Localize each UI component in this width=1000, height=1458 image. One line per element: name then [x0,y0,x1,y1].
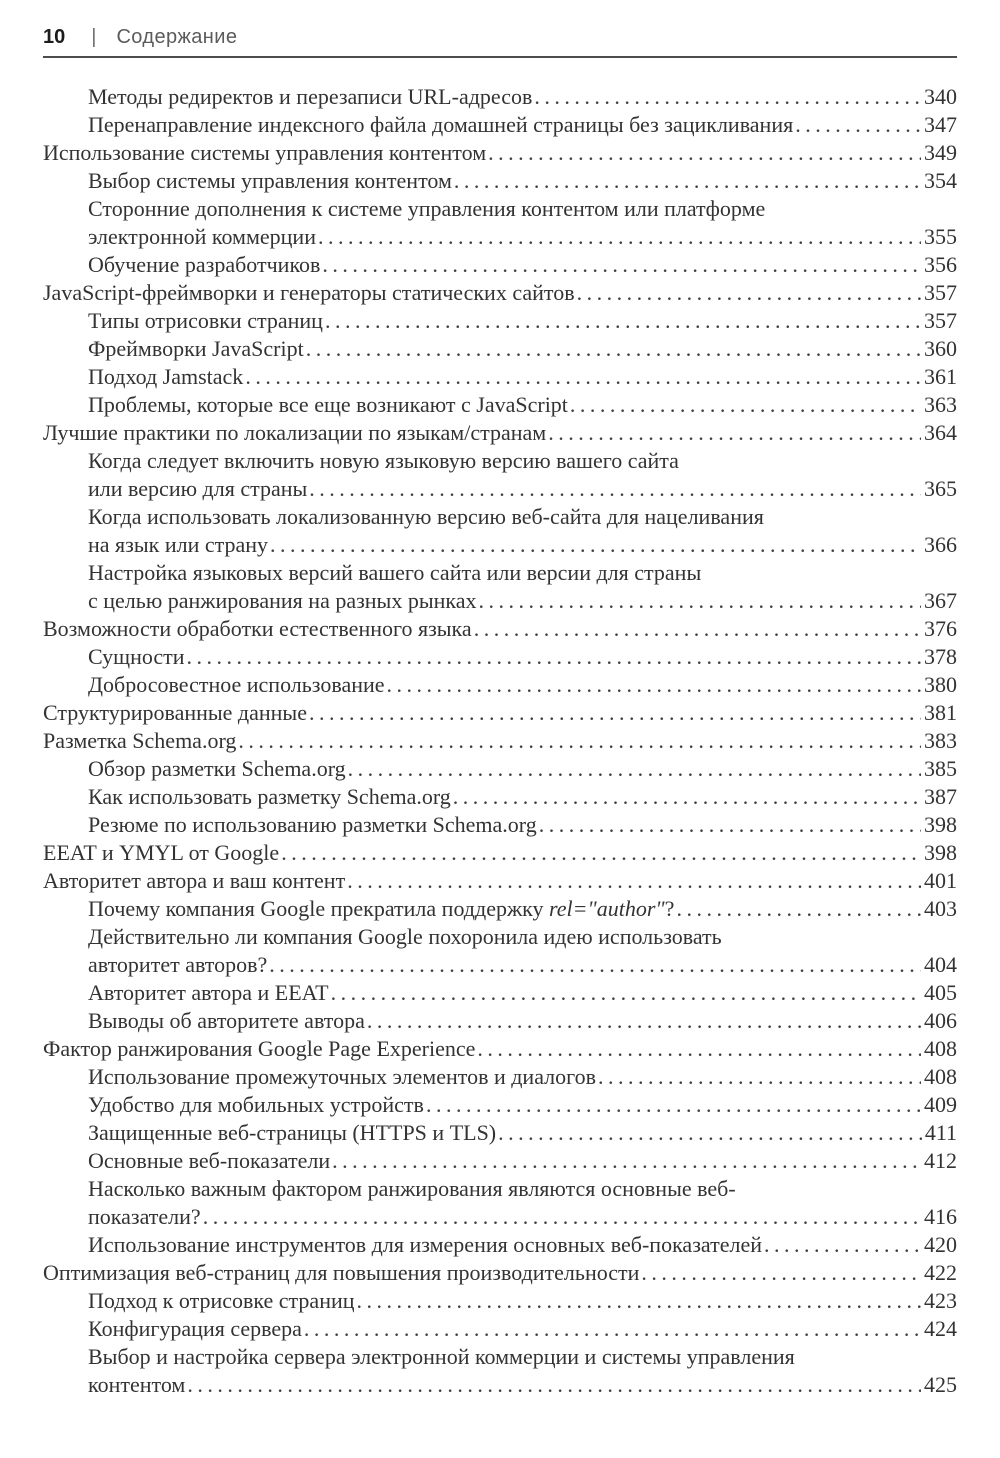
dot-leader [570,391,921,419]
dot-leader [347,867,921,895]
dot-leader [318,223,921,251]
page-ref: 406 [924,1008,957,1033]
dot-leader [474,615,921,643]
dot-leader [548,419,921,447]
dot-leader [306,335,921,363]
page-ref: 423 [924,1288,957,1313]
toc-entry-title: электронной коммерции [88,224,316,249]
toc-entry-title: Удобство для мобильных устройств [88,1092,424,1117]
toc-entry-title: контентом [88,1372,186,1397]
toc-entry-line [43,83,957,111]
toc-entry-title: Сущности [88,644,185,669]
dot-leader [348,755,921,783]
page-ref: 340 [924,84,957,109]
toc-entry-line [43,363,957,391]
toc-entry-line [43,1315,957,1343]
toc-entry-line [43,307,957,335]
toc-entry-title: Оптимизация веб-страниц для повышения производительности [43,1260,640,1285]
page-ref: 380 [924,672,957,697]
page-ref: 425 [924,1372,957,1397]
toc-entry-title: EEAT и YMYL от Google [43,840,280,865]
dot-leader [304,1315,921,1343]
toc-entry-line [43,587,957,615]
toc-entry-line [43,895,957,923]
dot-leader [598,1063,921,1091]
page-ref: 411 [924,1120,957,1145]
toc-entry-line [43,251,957,279]
toc-entry-line [43,615,957,643]
toc-entry-title: Подход к отрисовке страниц [88,1288,355,1313]
dot-leader [539,811,921,839]
page-ref: 355 [924,224,957,249]
toc-entry-title: Структурированные данные [43,700,307,725]
toc-entry-title: Выбор системы управления контентом [88,168,452,193]
toc-entry-line [43,195,957,223]
toc-list [43,83,957,1399]
dot-leader [453,783,921,811]
page-ref: 357 [924,280,957,305]
toc-entry-line [43,755,957,783]
page-ref: 424 [924,1316,957,1341]
toc-entry-title: Возможности обработки естественного языка [43,616,472,641]
page-ref: 356 [924,252,957,277]
toc-entry-title: JavaScript-фреймворки и генераторы статических сайтов [43,280,575,305]
page-ref: 416 [924,1204,957,1229]
toc-entry-line [43,1203,957,1231]
toc-entry-line [43,1175,957,1203]
toc-entry-line [43,1343,957,1371]
dot-leader [309,475,921,503]
page-ref: 403 [924,896,957,921]
page-ref: 365 [924,476,957,501]
dot-leader [331,979,921,1007]
page-ref: 387 [924,784,957,809]
dot-leader [577,279,921,307]
dot-leader [357,1287,921,1315]
dot-leader [676,895,921,923]
dot-leader [187,1371,921,1399]
header-rule [43,56,957,58]
toc-entry-title: Действительно ли компания Google похоронила идею использовать [88,924,722,949]
toc-entry-line [43,223,957,251]
toc-entry-title: Типы отрисовки страниц [88,308,323,333]
toc-entry-line [43,475,957,503]
toc-entry-title: Настройка языковых версий вашего сайта или версии для страны [88,560,702,585]
page-title: Содержание [116,26,238,48]
toc-entry-title: Выводы об авторитете автора [88,1008,365,1033]
toc-entry-line [43,1035,957,1063]
dot-leader [325,307,921,335]
page-ref: 366 [924,532,957,557]
toc-entry-title: Подход Jamstack [88,364,244,389]
toc-entry-title: Методы редиректов и перезаписи URL-адресов [88,84,533,109]
toc-entry-title: Добросовестное использование [88,672,385,697]
toc-entry-line [43,335,957,363]
toc-entry-title: Выбор и настройка сервера электронной коммерции и системы управления [88,1344,795,1369]
page-ref: 408 [924,1064,957,1089]
toc-entry-line [43,979,957,1007]
toc-entry-title: Насколько важным фактором ранжирования являются основные веб- [88,1176,736,1201]
dot-leader [477,1035,921,1063]
toc-entry-title: Фреймворки JavaScript [88,336,304,361]
toc-entry-title: Основные веб-показатели [88,1148,331,1173]
dot-leader [387,671,921,699]
dot-leader [454,167,921,195]
dot-leader [281,839,921,867]
dot-leader [203,1203,921,1231]
toc-entry-title: Фактор ранжирования Google Page Experience [43,1036,476,1061]
toc-entry-line [43,503,957,531]
toc-entry-title: Обзор разметки Schema.org [88,756,346,781]
dot-leader [498,1119,922,1147]
page-ref: 361 [924,364,957,389]
toc-entry-line [43,699,957,727]
toc-entry-title: показатели? [88,1204,201,1229]
toc-entry-line [43,559,957,587]
toc-entry-line [43,923,957,951]
toc-entry-line [43,1371,957,1399]
page-ref: 408 [924,1036,957,1061]
dot-leader [270,531,921,559]
page-ref: 383 [924,728,957,753]
toc-entry-line [43,1119,957,1147]
page-ref: 412 [924,1148,957,1173]
toc-entry-title: Разметка Schema.org [43,728,237,753]
page-ref: 409 [924,1092,957,1117]
page-ref: 401 [924,868,957,893]
toc-entry-title: Конфигурация сервера [88,1316,302,1341]
toc-entry-title: авторитет авторов? [88,952,268,977]
page-number: 10 [43,26,66,48]
page-header [43,26,957,48]
dot-leader [641,1259,921,1287]
page-ref: 385 [924,756,957,781]
page-ref: 420 [924,1232,957,1257]
toc-entry-line [43,1231,957,1259]
dot-leader [322,251,921,279]
toc-entry-line [43,1287,957,1315]
toc-entry-line [43,531,957,559]
toc-entry-title: Сторонние дополнения к системе управления контентом или платформе [88,196,766,221]
toc-entry-line [43,951,957,979]
dot-leader [309,699,921,727]
page-ref: 404 [924,952,957,977]
toc-entry-line [43,783,957,811]
toc-entry-line [43,727,957,755]
dot-leader [426,1091,921,1119]
page-ref: 398 [924,840,957,865]
toc-entry-title: Резюме по использованию разметки Schema.org [88,812,537,837]
toc-entry-line [43,419,957,447]
toc-entry-title: Как использовать разметку Schema.org [88,784,451,809]
header-separator: | [91,26,97,48]
toc-entry-title: Использование инструментов для измерения основных веб-показателей [88,1232,762,1257]
page-ref: 378 [924,644,957,669]
toc-entry-line [43,867,957,895]
toc-entry-title: или версию для страны [88,476,308,501]
toc-entry-line [43,643,957,671]
toc-entry-line [43,1091,957,1119]
toc-entry-line [43,1259,957,1287]
toc-entry-line [43,111,957,139]
page-ref: 347 [924,112,957,137]
toc-entry-title: Проблемы, которые все еще возникают с JavaScript [88,392,568,417]
toc-entry-title: Когда следует включить новую языковую версию вашего сайта [88,448,679,473]
toc-entry-line [43,1147,957,1175]
toc-entry-title: Защищенные веб-страницы (HTTPS и TLS) [88,1120,497,1145]
dot-leader [238,727,921,755]
toc-entry-title: Авторитет автора и ваш контент [43,868,346,893]
dot-leader [534,83,921,111]
toc-entry-line [43,139,957,167]
page-ref: 376 [924,616,957,641]
page-ref: 398 [924,812,957,837]
toc-entry-title: Когда использовать локализованную версию веб-сайта для нацеливания [88,504,764,529]
toc-entry-title: Использование системы управления контентом [43,140,487,165]
page-ref: 422 [924,1260,957,1285]
toc-entry-title: Обучение разработчиков [88,252,321,277]
page-ref: 381 [924,700,957,725]
toc-entry-line [43,279,957,307]
page-ref: 349 [924,140,957,165]
toc-entry-line [43,1063,957,1091]
toc-entry-title: с целью ранжирования на разных рынках [88,588,477,613]
dot-leader [795,111,921,139]
toc-entry-line [43,447,957,475]
toc-entry-title: Использование промежуточных элементов и диалогов [88,1064,596,1089]
toc-entry-title: Авторитет автора и EEAT [88,980,329,1005]
toc-entry-line [43,167,957,195]
toc-entry-title: Перенаправление индексного файла домашней страницы без зацикливания [88,112,794,137]
page-ref: 354 [924,168,957,193]
toc-entry-title: на язык или страну [88,532,269,557]
dot-leader [479,587,921,615]
toc-entry-title: Почему компания Google прекратила поддержку rel="author"? [88,896,675,921]
page-ref: 360 [924,336,957,361]
dot-leader [764,1231,921,1259]
dot-leader [245,363,921,391]
page-ref: 405 [924,980,957,1005]
dot-leader [187,643,921,671]
dot-leader [367,1007,921,1035]
dot-leader [332,1147,921,1175]
toc-entry-line [43,1007,957,1035]
page-ref: 357 [924,308,957,333]
toc-entry-line [43,839,957,867]
toc-entry-title: Лучшие практики по локализации по языкам/странам [43,420,547,445]
toc-entry-line [43,391,957,419]
dot-leader [488,139,921,167]
page-ref: 367 [924,588,957,613]
toc-entry-line [43,671,957,699]
toc-entry-line [43,811,957,839]
page-ref: 363 [924,392,957,417]
dot-leader [269,951,921,979]
page-ref: 364 [924,420,957,445]
